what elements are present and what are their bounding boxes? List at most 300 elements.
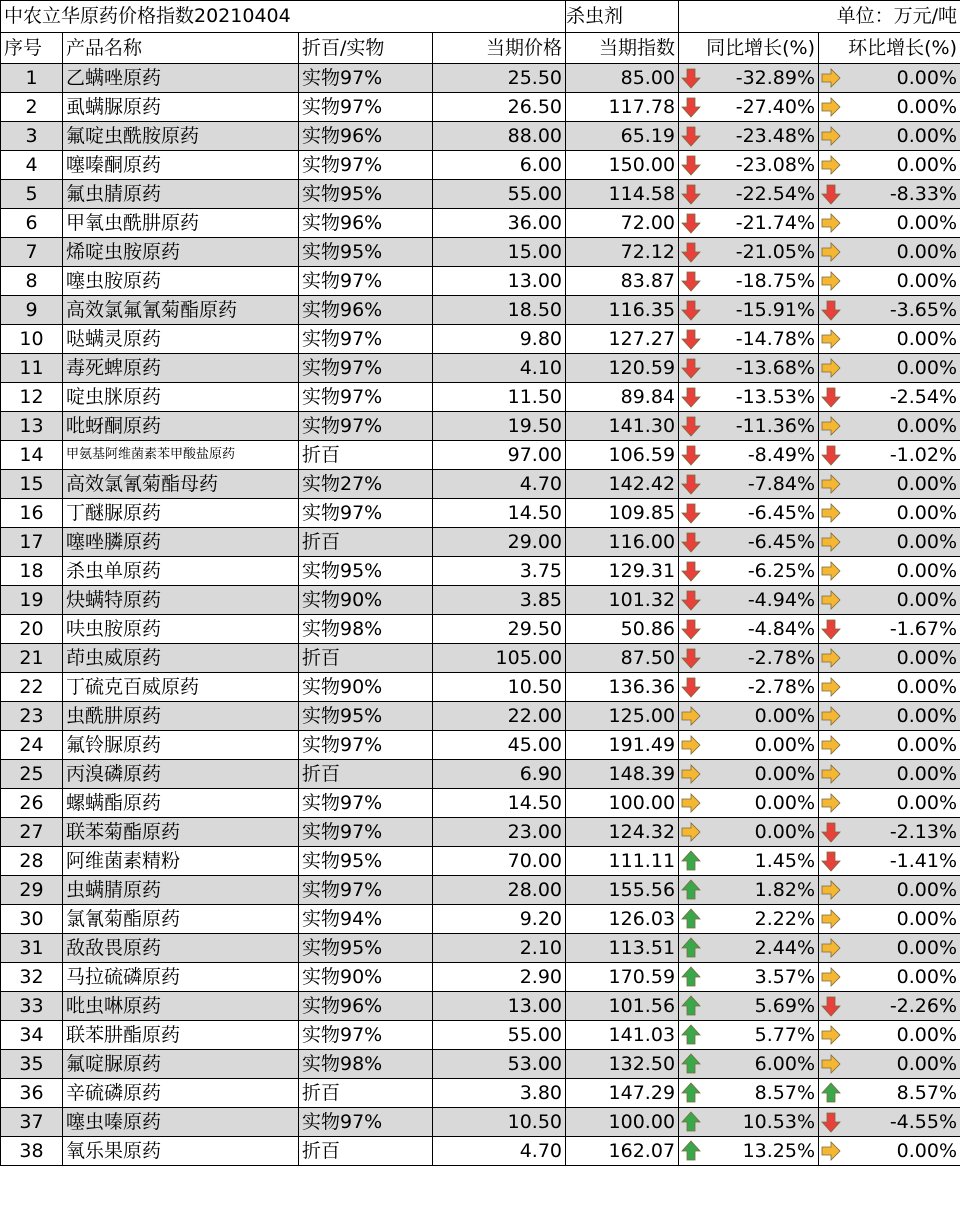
product-name: 呋虫胺原药 xyxy=(63,615,299,644)
yoy-change-value: -22.54% xyxy=(735,183,816,205)
category-label: 杀虫剂 xyxy=(566,1,679,33)
mom-change-value: 0.00% xyxy=(896,270,958,292)
table-row xyxy=(1,963,960,992)
table-row xyxy=(1,557,960,586)
table-row xyxy=(1,499,960,528)
row-index: 34 xyxy=(1,1021,63,1050)
yoy-change-value: -2.78% xyxy=(747,647,816,669)
current-index: 141.03 xyxy=(566,1021,679,1050)
mom-change-cell xyxy=(819,64,960,93)
table-row xyxy=(1,441,960,470)
table-title: 中农立华原药价格指数20210404 xyxy=(1,1,566,33)
arrow-right-icon xyxy=(681,792,701,814)
product-name: 噻嗪酮原药 xyxy=(63,151,299,180)
purity-type: 实物95% xyxy=(299,934,433,963)
mom-change-cell xyxy=(819,789,960,818)
purity-type: 实物97% xyxy=(299,731,433,760)
yoy-change-cell xyxy=(679,1021,819,1050)
table-row xyxy=(1,673,960,702)
yoy-change-cell xyxy=(679,470,819,499)
purity-type: 实物27% xyxy=(299,470,433,499)
yoy-change-value: -11.36% xyxy=(735,415,816,437)
purity-type: 实物98% xyxy=(299,1050,433,1079)
yoy-change-cell xyxy=(679,325,819,354)
mom-change-value: -1.02% xyxy=(889,444,958,466)
arrow-right-icon xyxy=(821,1140,841,1162)
current-price: 4.70 xyxy=(433,470,566,499)
arrow-right-icon xyxy=(821,328,841,350)
yoy-change-value: 8.57% xyxy=(754,1082,816,1104)
mom-change-value: 0.00% xyxy=(896,705,958,727)
yoy-change-cell xyxy=(679,1079,819,1108)
mom-change-cell xyxy=(819,296,960,325)
row-index: 2 xyxy=(1,93,63,122)
product-name: 啶虫脒原药 xyxy=(63,383,299,412)
mom-change-cell xyxy=(819,354,960,383)
arrow-right-icon xyxy=(821,763,841,785)
arrow-right-icon xyxy=(821,125,841,147)
yoy-change-value: -21.05% xyxy=(735,241,816,263)
product-name: 氟铃脲原药 xyxy=(63,731,299,760)
product-name: 氟虫腈原药 xyxy=(63,180,299,209)
table-row xyxy=(1,586,960,615)
yoy-change-value: 2.22% xyxy=(754,908,816,930)
current-price: 55.00 xyxy=(433,1021,566,1050)
yoy-change-cell xyxy=(679,238,819,267)
yoy-change-value: -8.49% xyxy=(747,444,816,466)
table-row xyxy=(1,238,960,267)
purity-type: 实物97% xyxy=(299,354,433,383)
yoy-change-cell xyxy=(679,441,819,470)
table-row xyxy=(1,325,960,354)
arrow-down-icon xyxy=(821,821,841,843)
yoy-change-cell xyxy=(679,789,819,818)
mom-change-cell xyxy=(819,1137,960,1166)
row-index: 37 xyxy=(1,1108,63,1137)
row-index: 11 xyxy=(1,354,63,383)
yoy-change-cell xyxy=(679,876,819,905)
yoy-change-cell xyxy=(679,702,819,731)
row-index: 5 xyxy=(1,180,63,209)
current-index: 89.84 xyxy=(566,383,679,412)
mom-change-value: 0.00% xyxy=(896,357,958,379)
mom-change-value: 0.00% xyxy=(896,908,958,930)
yoy-change-value: 0.00% xyxy=(754,734,816,756)
row-index: 14 xyxy=(1,441,63,470)
mom-change-value: 0.00% xyxy=(896,1053,958,1075)
product-name: 乙螨唑原药 xyxy=(63,64,299,93)
arrow-right-icon xyxy=(821,879,841,901)
mom-change-cell xyxy=(819,412,960,441)
row-index: 31 xyxy=(1,934,63,963)
table-row xyxy=(1,412,960,441)
table-row xyxy=(1,731,960,760)
yoy-change-value: -27.40% xyxy=(735,96,816,118)
table-row xyxy=(1,180,960,209)
current-price: 6.90 xyxy=(433,760,566,789)
mom-change-value: 0.00% xyxy=(896,792,958,814)
current-index: 155.56 xyxy=(566,876,679,905)
mom-change-value: 0.00% xyxy=(896,560,958,582)
arrow-down-icon xyxy=(681,241,701,263)
current-price: 10.50 xyxy=(433,1108,566,1137)
mom-change-cell xyxy=(819,1050,960,1079)
arrow-down-icon xyxy=(821,850,841,872)
purity-type: 折百 xyxy=(299,644,433,673)
purity-type: 实物96% xyxy=(299,122,433,151)
current-price: 70.00 xyxy=(433,847,566,876)
table-row xyxy=(1,296,960,325)
current-price: 13.00 xyxy=(433,992,566,1021)
mom-change-cell xyxy=(819,934,960,963)
mom-change-cell xyxy=(819,93,960,122)
yoy-change-value: 3.57% xyxy=(754,966,816,988)
current-index: 132.50 xyxy=(566,1050,679,1079)
mom-change-cell xyxy=(819,1021,960,1050)
arrow-down-icon xyxy=(821,299,841,321)
arrow-right-icon xyxy=(681,705,701,727)
header-row xyxy=(1,33,960,64)
row-index: 12 xyxy=(1,383,63,412)
arrow-right-icon xyxy=(681,821,701,843)
yoy-change-cell xyxy=(679,818,819,847)
mom-change-cell xyxy=(819,528,960,557)
purity-type: 实物96% xyxy=(299,992,433,1021)
arrow-right-icon xyxy=(821,647,841,669)
yoy-change-cell xyxy=(679,499,819,528)
mom-change-cell xyxy=(819,470,960,499)
table-row xyxy=(1,905,960,934)
current-price: 26.50 xyxy=(433,93,566,122)
current-price: 45.00 xyxy=(433,731,566,760)
arrow-up-icon xyxy=(681,937,701,959)
yoy-change-cell xyxy=(679,673,819,702)
product-name: 辛硫磷原药 xyxy=(63,1079,299,1108)
purity-type: 实物90% xyxy=(299,673,433,702)
purity-type: 折百 xyxy=(299,528,433,557)
table-row xyxy=(1,1050,960,1079)
yoy-change-value: -4.94% xyxy=(747,589,816,611)
mom-change-value: 0.00% xyxy=(896,328,958,350)
mom-change-cell xyxy=(819,267,960,296)
arrow-down-icon xyxy=(681,473,701,495)
current-price: 29.00 xyxy=(433,528,566,557)
yoy-change-value: 10.53% xyxy=(742,1111,816,1133)
current-index: 116.00 xyxy=(566,528,679,557)
arrow-up-icon xyxy=(681,1111,701,1133)
purity-type: 实物97% xyxy=(299,1108,433,1137)
arrow-right-icon xyxy=(821,734,841,756)
arrow-up-icon xyxy=(681,850,701,872)
current-price: 23.00 xyxy=(433,818,566,847)
arrow-right-icon xyxy=(821,502,841,524)
current-index: 100.00 xyxy=(566,1108,679,1137)
arrow-right-icon xyxy=(681,734,701,756)
current-price: 53.00 xyxy=(433,1050,566,1079)
row-index: 9 xyxy=(1,296,63,325)
table-row xyxy=(1,847,960,876)
mom-change-cell xyxy=(819,615,960,644)
mom-change-value: 0.00% xyxy=(896,763,958,785)
current-index: 136.36 xyxy=(566,673,679,702)
purity-type: 实物94% xyxy=(299,905,433,934)
product-name: 甲氧虫酰肼原药 xyxy=(63,209,299,238)
arrow-down-icon xyxy=(681,386,701,408)
purity-type: 实物97% xyxy=(299,325,433,354)
current-index: 142.42 xyxy=(566,470,679,499)
product-name: 吡虫啉原药 xyxy=(63,992,299,1021)
mom-change-cell xyxy=(819,586,960,615)
purity-type: 实物97% xyxy=(299,876,433,905)
row-index: 19 xyxy=(1,586,63,615)
mom-change-value: 8.57% xyxy=(896,1082,958,1104)
arrow-down-icon xyxy=(681,125,701,147)
product-name: 吡蚜酮原药 xyxy=(63,412,299,441)
mom-change-cell xyxy=(819,905,960,934)
arrow-down-icon xyxy=(681,357,701,379)
row-index: 25 xyxy=(1,760,63,789)
purity-type: 实物97% xyxy=(299,789,433,818)
mom-change-value: 0.00% xyxy=(896,879,958,901)
current-price: 11.50 xyxy=(433,383,566,412)
row-index: 29 xyxy=(1,876,63,905)
mom-change-value: 0.00% xyxy=(896,676,958,698)
current-index: 72.12 xyxy=(566,238,679,267)
header-current-price: 当期价格 xyxy=(433,33,566,64)
row-index: 28 xyxy=(1,847,63,876)
purity-type: 实物90% xyxy=(299,963,433,992)
yoy-change-cell xyxy=(679,847,819,876)
purity-type: 实物90% xyxy=(299,586,433,615)
arrow-down-icon xyxy=(681,676,701,698)
current-index: 126.03 xyxy=(566,905,679,934)
unit-label: 单位：万元/吨 xyxy=(679,1,960,33)
yoy-change-cell xyxy=(679,383,819,412)
current-index: 83.87 xyxy=(566,267,679,296)
current-index: 101.32 xyxy=(566,586,679,615)
arrow-right-icon xyxy=(821,473,841,495)
yoy-change-value: -7.84% xyxy=(747,473,816,495)
yoy-change-cell xyxy=(679,209,819,238)
yoy-change-value: 1.82% xyxy=(754,879,816,901)
current-price: 13.00 xyxy=(433,267,566,296)
current-index: 114.58 xyxy=(566,180,679,209)
yoy-change-value: 6.00% xyxy=(754,1053,816,1075)
mom-change-value: -1.67% xyxy=(889,618,958,640)
header-purity-type: 折百/实物 xyxy=(299,33,433,64)
mom-change-cell xyxy=(819,818,960,847)
current-index: 129.31 xyxy=(566,557,679,586)
current-price: 3.85 xyxy=(433,586,566,615)
arrow-up-icon xyxy=(821,1082,841,1104)
row-index: 30 xyxy=(1,905,63,934)
yoy-change-cell xyxy=(679,644,819,673)
mom-change-value: 0.00% xyxy=(896,67,958,89)
yoy-change-value: 0.00% xyxy=(754,763,816,785)
mom-change-value: 0.00% xyxy=(896,502,958,524)
arrow-down-icon xyxy=(681,154,701,176)
current-index: 170.59 xyxy=(566,963,679,992)
arrow-right-icon xyxy=(821,908,841,930)
arrow-down-icon xyxy=(681,96,701,118)
current-index: 127.27 xyxy=(566,325,679,354)
row-index: 33 xyxy=(1,992,63,1021)
current-price: 4.70 xyxy=(433,1137,566,1166)
current-index: 120.59 xyxy=(566,354,679,383)
current-price: 14.50 xyxy=(433,789,566,818)
mom-change-value: 0.00% xyxy=(896,647,958,669)
row-index: 13 xyxy=(1,412,63,441)
mom-change-cell xyxy=(819,992,960,1021)
product-name: 噻虫嗪原药 xyxy=(63,1108,299,1137)
mom-change-cell xyxy=(819,209,960,238)
yoy-change-cell xyxy=(679,1050,819,1079)
current-index: 150.00 xyxy=(566,151,679,180)
current-price: 4.10 xyxy=(433,354,566,383)
current-index: 50.86 xyxy=(566,615,679,644)
arrow-down-icon xyxy=(681,270,701,292)
current-price: 18.50 xyxy=(433,296,566,325)
yoy-change-value: -6.45% xyxy=(747,502,816,524)
row-index: 17 xyxy=(1,528,63,557)
yoy-change-value: 13.25% xyxy=(742,1140,816,1162)
product-name: 甲氨基阿维菌素苯甲酸盐原药 xyxy=(63,441,299,470)
purity-type: 折百 xyxy=(299,760,433,789)
current-price: 6.00 xyxy=(433,151,566,180)
mom-change-value: -2.54% xyxy=(889,386,958,408)
purity-type: 折百 xyxy=(299,1137,433,1166)
yoy-change-value: -32.89% xyxy=(735,67,816,89)
purity-type: 实物97% xyxy=(299,64,433,93)
yoy-change-cell xyxy=(679,731,819,760)
purity-type: 实物97% xyxy=(299,818,433,847)
table-row xyxy=(1,383,960,412)
product-name: 哒螨灵原药 xyxy=(63,325,299,354)
arrow-right-icon xyxy=(821,270,841,292)
purity-type: 实物97% xyxy=(299,267,433,296)
arrow-down-icon xyxy=(681,328,701,350)
arrow-right-icon xyxy=(821,1053,841,1075)
row-index: 10 xyxy=(1,325,63,354)
mom-change-cell xyxy=(819,499,960,528)
table-row xyxy=(1,267,960,296)
current-price: 3.80 xyxy=(433,1079,566,1108)
purity-type: 实物95% xyxy=(299,180,433,209)
product-name: 虫酰肼原药 xyxy=(63,702,299,731)
table-row xyxy=(1,644,960,673)
mom-change-cell xyxy=(819,441,960,470)
row-index: 35 xyxy=(1,1050,63,1079)
mom-change-value: 0.00% xyxy=(896,125,958,147)
mom-change-value: -4.55% xyxy=(889,1111,958,1133)
mom-change-value: 0.00% xyxy=(896,531,958,553)
product-name: 马拉硫磷原药 xyxy=(63,963,299,992)
yoy-change-value: 0.00% xyxy=(754,705,816,727)
table-row xyxy=(1,209,960,238)
mom-change-cell xyxy=(819,151,960,180)
table-row xyxy=(1,818,960,847)
arrow-right-icon xyxy=(821,96,841,118)
product-name: 毒死蜱原药 xyxy=(63,354,299,383)
product-name: 高效氯氟氰菊酯原药 xyxy=(63,296,299,325)
mom-change-value: 0.00% xyxy=(896,1024,958,1046)
yoy-change-cell xyxy=(679,528,819,557)
arrow-down-icon xyxy=(681,647,701,669)
purity-type: 实物98% xyxy=(299,615,433,644)
header-product-name: 产品名称 xyxy=(63,33,299,64)
table-row xyxy=(1,93,960,122)
yoy-change-cell xyxy=(679,760,819,789)
product-name: 炔螨特原药 xyxy=(63,586,299,615)
product-name: 噻唑膦原药 xyxy=(63,528,299,557)
yoy-change-value: -23.08% xyxy=(735,154,816,176)
purity-type: 实物97% xyxy=(299,383,433,412)
mom-change-cell xyxy=(819,383,960,412)
table-row xyxy=(1,64,960,93)
table-row xyxy=(1,992,960,1021)
yoy-change-value: -18.75% xyxy=(735,270,816,292)
arrow-down-icon xyxy=(821,444,841,466)
arrow-up-icon xyxy=(681,1053,701,1075)
row-index: 7 xyxy=(1,238,63,267)
yoy-change-value: 2.44% xyxy=(754,937,816,959)
arrow-up-icon xyxy=(681,879,701,901)
current-price: 22.00 xyxy=(433,702,566,731)
current-price: 19.50 xyxy=(433,412,566,441)
row-index: 15 xyxy=(1,470,63,499)
arrow-up-icon xyxy=(681,1082,701,1104)
mom-change-value: 0.00% xyxy=(896,734,958,756)
purity-type: 实物97% xyxy=(299,1021,433,1050)
current-price: 36.00 xyxy=(433,209,566,238)
arrow-down-icon xyxy=(821,1111,841,1133)
current-price: 25.50 xyxy=(433,64,566,93)
purity-type: 实物97% xyxy=(299,93,433,122)
table-row xyxy=(1,1079,960,1108)
product-name: 烯啶虫胺原药 xyxy=(63,238,299,267)
mom-change-value: 0.00% xyxy=(896,154,958,176)
yoy-change-cell xyxy=(679,180,819,209)
yoy-change-cell xyxy=(679,992,819,1021)
arrow-down-icon xyxy=(681,212,701,234)
product-name: 敌敌畏原药 xyxy=(63,934,299,963)
yoy-change-value: -23.48% xyxy=(735,125,816,147)
table-row xyxy=(1,528,960,557)
row-index: 6 xyxy=(1,209,63,238)
yoy-change-value: 5.77% xyxy=(754,1024,816,1046)
row-index: 3 xyxy=(1,122,63,151)
arrow-right-icon xyxy=(821,241,841,263)
arrow-right-icon xyxy=(821,792,841,814)
arrow-down-icon xyxy=(681,67,701,89)
yoy-change-value: -15.91% xyxy=(735,299,816,321)
title-row xyxy=(1,1,960,33)
table-row xyxy=(1,702,960,731)
table-row xyxy=(1,1108,960,1137)
mom-change-cell xyxy=(819,731,960,760)
product-name: 联苯肼酯原药 xyxy=(63,1021,299,1050)
row-index: 21 xyxy=(1,644,63,673)
current-index: 100.00 xyxy=(566,789,679,818)
product-name: 虫螨腈原药 xyxy=(63,876,299,905)
yoy-change-value: -21.74% xyxy=(735,212,816,234)
arrow-right-icon xyxy=(821,676,841,698)
current-index: 109.85 xyxy=(566,499,679,528)
arrow-right-icon xyxy=(821,415,841,437)
mom-change-cell xyxy=(819,1108,960,1137)
current-index: 124.32 xyxy=(566,818,679,847)
table-row xyxy=(1,934,960,963)
